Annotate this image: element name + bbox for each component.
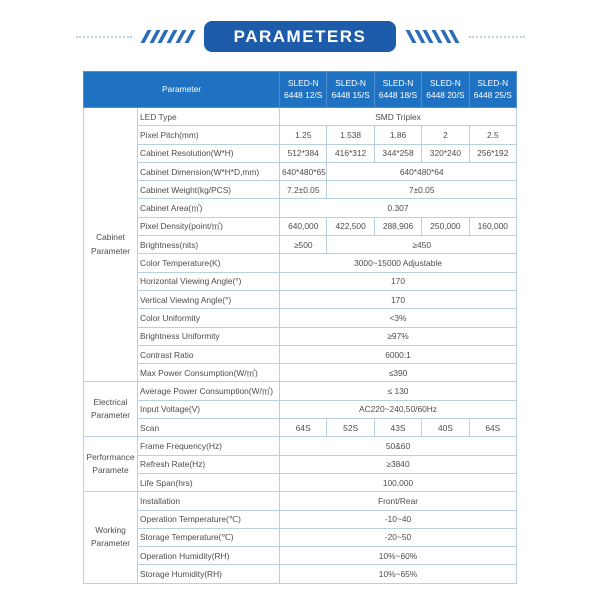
- value-cell: 100,000: [280, 473, 517, 491]
- table-row: [84, 144, 517, 162]
- value-cell: 512*384: [280, 144, 327, 162]
- backslash-icon: [449, 30, 459, 43]
- table-row: [84, 473, 517, 491]
- category-cell: Electrical Parameter: [84, 382, 138, 437]
- value-cell: 1.86: [374, 126, 421, 144]
- value-cell: ≤ 130: [280, 382, 517, 400]
- param-name-cell: LED Type: [138, 108, 280, 126]
- param-name-cell: Input Voltage(V): [138, 400, 280, 418]
- param-name-cell: Installation: [138, 492, 280, 510]
- param-name-cell: Color Uniformity: [138, 309, 280, 327]
- table-row: [84, 290, 517, 308]
- value-cell: 640*480*64: [327, 162, 517, 180]
- value-cell: 256*192: [469, 144, 516, 162]
- value-cell: 40S: [422, 419, 469, 437]
- value-cell: 64S: [469, 419, 516, 437]
- value-cell: AC220~240,50/60Hz: [280, 400, 517, 418]
- dotted-line-left: [76, 36, 132, 38]
- table-row: [84, 437, 517, 455]
- table-row: [84, 236, 517, 254]
- param-name-cell: Average Power Consumption(W/㎡): [138, 382, 280, 400]
- backslash-icon: [406, 30, 416, 43]
- table-row: [84, 547, 517, 565]
- value-cell: 52S: [327, 419, 374, 437]
- value-cell: 0.307: [280, 199, 517, 217]
- value-cell: 640,000: [280, 217, 327, 235]
- model-column-header: SLED-N 6448 20/S: [422, 72, 469, 108]
- value-cell: 6000:1: [280, 345, 517, 363]
- table-row: [84, 126, 517, 144]
- param-name-cell: Cabinet Area(㎡): [138, 199, 280, 217]
- value-cell: 2.5: [469, 126, 516, 144]
- value-cell: 640*480*65: [280, 162, 327, 180]
- param-name-cell: Pixel Density(point/㎡): [138, 217, 280, 235]
- value-cell: 250,000: [422, 217, 469, 235]
- param-name-cell: Max Power Consumption(W/㎡): [138, 364, 280, 382]
- table-header-row: [84, 72, 517, 108]
- table-row: [84, 327, 517, 345]
- param-name-cell: Brightness(nits): [138, 236, 280, 254]
- value-cell: -20~50: [280, 528, 517, 546]
- value-cell: ≥3840: [280, 455, 517, 473]
- section-banner: [0, 21, 600, 52]
- value-cell: -10~40: [280, 510, 517, 528]
- table-row: [84, 345, 517, 363]
- dotted-line-right: [469, 36, 525, 38]
- slash-decoration-right: [406, 30, 458, 43]
- model-column-header: SLED-N 6448 18/S: [374, 72, 421, 108]
- table-row: [84, 272, 517, 290]
- value-cell: 170: [280, 290, 517, 308]
- value-cell: 10%~60%: [280, 547, 517, 565]
- param-name-cell: Color Temperature(K): [138, 254, 280, 272]
- value-cell: 2: [422, 126, 469, 144]
- table-row: [84, 364, 517, 382]
- value-cell: Front/Rear: [280, 492, 517, 510]
- parameters-title: PARAMETERS: [204, 21, 397, 52]
- value-cell: ≥97%: [280, 327, 517, 345]
- param-name-cell: Horizontal Viewing Angle(°): [138, 272, 280, 290]
- value-cell: 1.25: [280, 126, 327, 144]
- value-cell: 344*258: [374, 144, 421, 162]
- table-row: [84, 309, 517, 327]
- param-name-cell: Operation Humidity(RH): [138, 547, 280, 565]
- value-cell: 7.2±0.05: [280, 181, 327, 199]
- value-cell: 64S: [280, 419, 327, 437]
- value-cell: 10%~65%: [280, 565, 517, 583]
- table-row: [84, 199, 517, 217]
- model-column-header: SLED-N 6448 12/S: [280, 72, 327, 108]
- table-row: [84, 108, 517, 126]
- value-cell: <3%: [280, 309, 517, 327]
- param-name-cell: Cabinet Weight(kg/PCS): [138, 181, 280, 199]
- param-name-cell: Scan: [138, 419, 280, 437]
- value-cell: ≥500: [280, 236, 327, 254]
- param-name-cell: Storage Temperature(℃): [138, 528, 280, 546]
- value-cell: 160,000: [469, 217, 516, 235]
- slash-decoration-left: [142, 30, 194, 43]
- value-cell: 3000~15000 Adjustable: [280, 254, 517, 272]
- value-cell: 170: [280, 272, 517, 290]
- table-row: [84, 217, 517, 235]
- parameters-table: [83, 71, 517, 584]
- model-column-header: SLED-N 6448 15/S: [327, 72, 374, 108]
- param-name-cell: Cabinet Dimension(W*H*D,mm): [138, 162, 280, 180]
- slash-icon: [184, 30, 194, 43]
- category-cell: Performance Paramete: [84, 437, 138, 492]
- model-column-header: SLED-N 6448 25/S: [469, 72, 516, 108]
- category-cell: Working Parameter: [84, 492, 138, 583]
- table-row: [84, 382, 517, 400]
- value-cell: 416*312: [327, 144, 374, 162]
- table-row: [84, 492, 517, 510]
- param-name-cell: Life Span(hrs): [138, 473, 280, 491]
- table-row: [84, 528, 517, 546]
- param-name-cell: Storage Humidity(RH): [138, 565, 280, 583]
- value-cell: ≤390: [280, 364, 517, 382]
- value-cell: SMD Triplex: [280, 108, 517, 126]
- table-row: [84, 510, 517, 528]
- value-cell: 1.538: [327, 126, 374, 144]
- table-row: [84, 162, 517, 180]
- value-cell: 288,906: [374, 217, 421, 235]
- param-name-cell: Vertical Viewing Angle(°): [138, 290, 280, 308]
- param-name-cell: Brightness Uniformity: [138, 327, 280, 345]
- value-cell: 320*240: [422, 144, 469, 162]
- category-cell: Cabinet Parameter: [84, 108, 138, 382]
- param-column-header: Parameter: [84, 72, 280, 108]
- backslash-icon: [432, 30, 442, 43]
- value-cell: 7±0.05: [327, 181, 517, 199]
- table-row: [84, 419, 517, 437]
- table-row: [84, 181, 517, 199]
- param-name-cell: Operation Temperature(℃): [138, 510, 280, 528]
- value-cell: 50&60: [280, 437, 517, 455]
- value-cell: ≥450: [327, 236, 517, 254]
- table-row: [84, 254, 517, 272]
- param-name-cell: Pixel Pitch(mm): [138, 126, 280, 144]
- table-row: [84, 455, 517, 473]
- table-row: [84, 400, 517, 418]
- value-cell: 422,500: [327, 217, 374, 235]
- table-row: [84, 565, 517, 583]
- value-cell: 43S: [374, 419, 421, 437]
- param-name-cell: Contrast Ratio: [138, 345, 280, 363]
- param-name-cell: Cabinet Resolution(W*H): [138, 144, 280, 162]
- param-name-cell: Refresh Rate(Hz): [138, 455, 280, 473]
- param-name-cell: Frame Frequency(Hz): [138, 437, 280, 455]
